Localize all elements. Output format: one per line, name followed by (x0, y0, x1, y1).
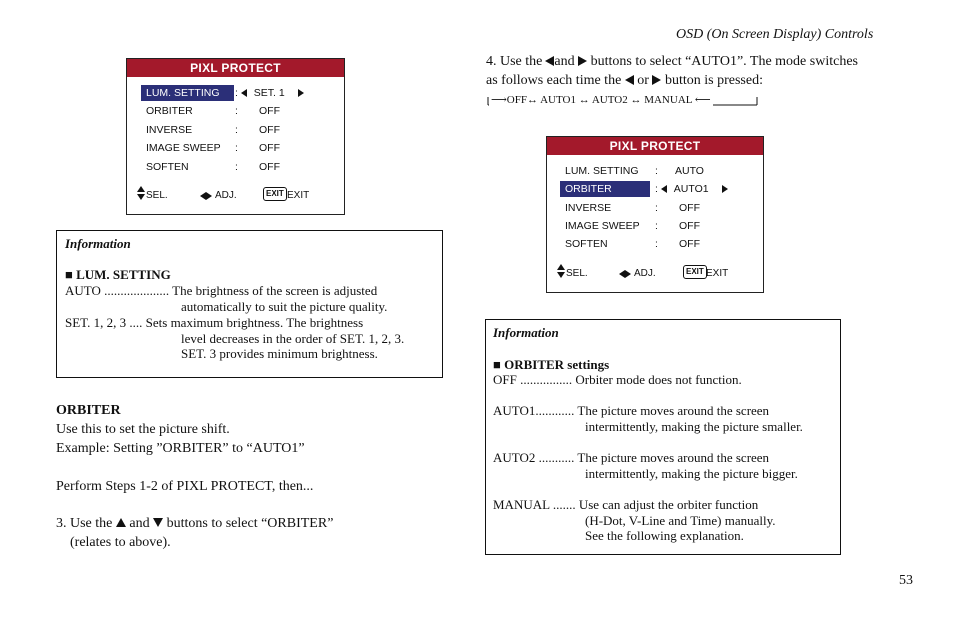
right-button-icon (578, 56, 587, 66)
mode-cycle-diagram (487, 93, 762, 113)
osd-row-image-sweep: IMAGE SWEEP : OFF (565, 220, 700, 232)
osd-row-soften: SOFTEN : OFF (565, 238, 700, 250)
osd-footer: SEL. ADJ. EXIT EXIT (137, 186, 337, 206)
cycle-text: ⟶OFF↔ AUTO1 ↔ AUTO2 ↔ MANUAL ⟵ (491, 94, 711, 106)
step-4: 4. Use the and buttons to select “AUTO1”. The mode switches (486, 54, 858, 69)
arrow-left-icon: ⟵ (692, 94, 711, 106)
left-right-icon (619, 269, 631, 280)
osd-value: AUTO1 (673, 183, 709, 195)
info-heading: ■ ORBITER settings (493, 357, 610, 372)
up-button-icon (116, 518, 126, 527)
osd-row-inverse: INVERSE : OFF (146, 124, 280, 136)
osd-row-lum-setting: LUM. SETTING (141, 85, 234, 101)
step-3: 3. Use the and buttons to select “ORBITER” (56, 516, 334, 531)
osd-row-soften: SOFTEN : OFF (146, 161, 280, 173)
right-arrow-icon (298, 89, 304, 97)
osd-pixl-protect-right: PIXL PROTECT LUM. SETTING : AUTO ORBITER : AUTO1 INVERSE : OFF IMAGE SWEEP : OFF SOFTEN : OFF SEL. ADJ. EXIT EXIT (546, 136, 764, 293)
left-arrow-icon (241, 89, 247, 97)
left-right-icon (200, 191, 212, 202)
osd-pixl-protect-left: PIXL PROTECT LUM. SETTING : SET. 1 ORBITER : OFF INVERSE : OFF IMAGE SWEEP : OFF SOFTEN : OFF SEL. ADJ. EXIT EXIT (126, 58, 345, 215)
osd-footer: SEL. ADJ. EXIT EXIT (557, 264, 757, 284)
osd-title: PIXL PROTECT (547, 137, 763, 155)
osd-row-inverse: INVERSE : OFF (565, 202, 700, 214)
osd-row-image-sweep: IMAGE SWEEP : OFF (146, 142, 280, 154)
info-heading: ■ LUM. SETTING (65, 267, 171, 282)
right-arrow-icon (722, 185, 728, 193)
osd-title: PIXL PROTECT (127, 59, 344, 77)
left-arrow-icon (661, 185, 667, 193)
osd-row-orbiter: ORBITER : OFF (146, 105, 280, 117)
right-button-icon (652, 75, 661, 85)
exit-key-icon: EXIT (263, 187, 287, 201)
page-number: 53 (899, 573, 913, 588)
osd-row-lum-setting: LUM. SETTING : AUTO (565, 165, 704, 177)
page-header: OSD (On Screen Display) Controls (676, 27, 874, 42)
info-box-orbiter-settings: Information ■ ORBITER settings OFF ................ Orbiter mode does not function. AUTO1............ The picture moves around the screen intermittently, making the picture smaller. AUTO2 ........... The picture moves around the screen intermittently, making the picture bigger. MANUAL ....... Use can adjust the orbiter function (H-Dot, V-Line and Time) manually. See the following explanation. (485, 319, 841, 555)
left-button-icon (625, 75, 634, 85)
osd-value: SET. 1 (253, 87, 285, 99)
info-title: Information (65, 236, 131, 251)
info-title: Information (493, 325, 559, 340)
exit-key-icon: EXIT (683, 265, 707, 279)
orbiter-heading: ORBITER (56, 403, 121, 418)
down-button-icon (153, 518, 163, 527)
arrow-right-icon: ⟶ (491, 94, 507, 106)
osd-row-orbiter: ORBITER (560, 181, 650, 197)
info-box-lum-setting: Information ■ LUM. SETTING AUTO .................... The brightness of the screen is adjusted automatically to suit the picture quality. SET. 1, 2, 3 .... Sets maximum brightness. The brightness level decreases in the order of SET. 1, 2, 3. SET. 3 provides minimum brightness. (56, 230, 443, 378)
